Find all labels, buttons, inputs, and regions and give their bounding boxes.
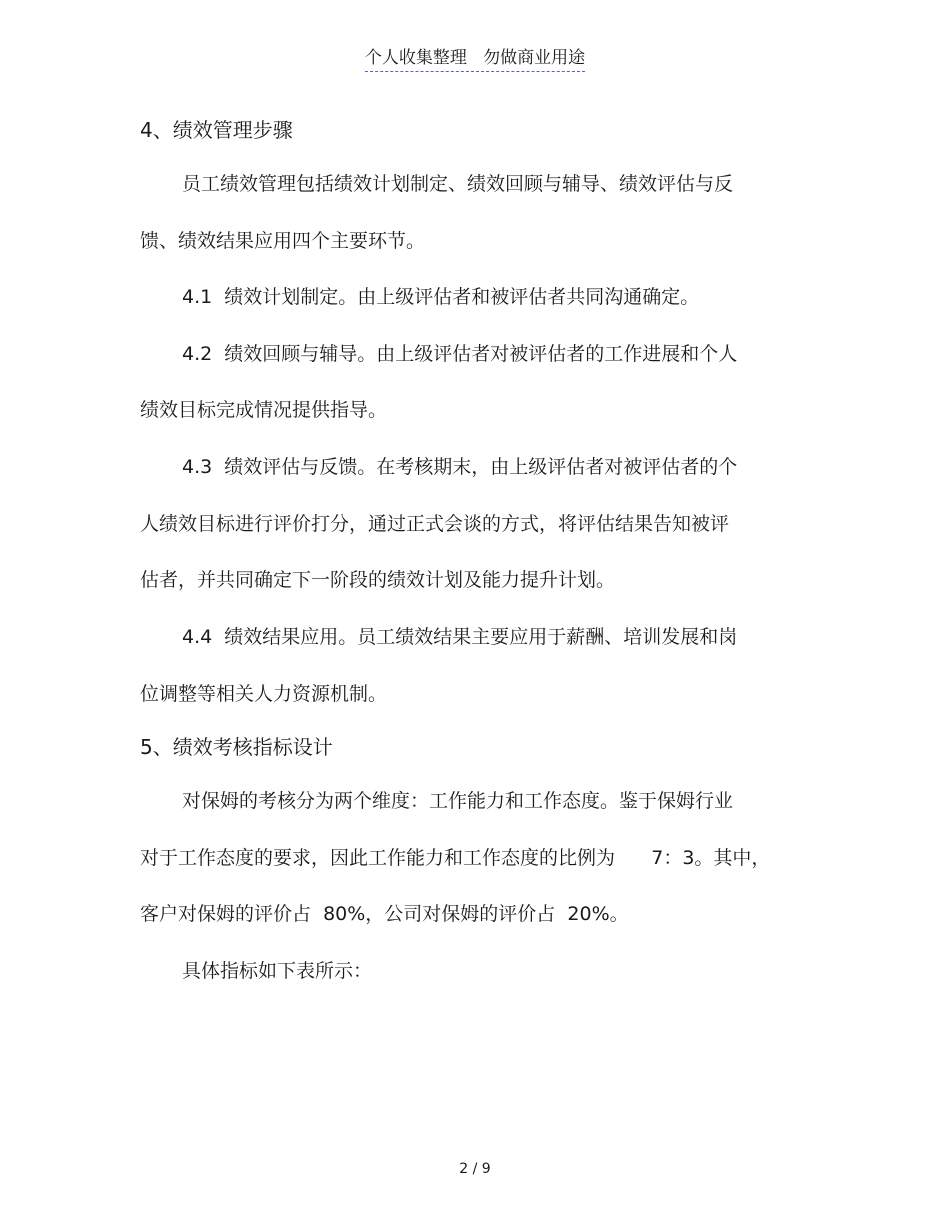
page-number: 2 / 9 <box>459 1161 491 1177</box>
item-4-3-line-1: 4.3 绩效评估与反馈。在考核期末，由上级评估者对被评估者的个 <box>182 456 738 478</box>
item-4-3-line-2: 人绩效目标进行评价打分，通过正式会谈的方式，将评估结果告知被评 <box>140 513 730 535</box>
intro-line-2: 馈、绩效结果应用四个主要环节。 <box>140 230 426 252</box>
header-note: 个人收集整理 勿做商业用途 <box>365 46 585 72</box>
intro-line-1: 员工绩效管理包括绩效计划制定、绩效回顾与辅导、绩效评估与反 <box>182 173 734 195</box>
page-header <box>0 46 950 72</box>
section-5-heading: 5、绩效考核指标设计 <box>140 735 333 759</box>
section-4-heading: 4、绩效管理步骤 <box>140 118 293 142</box>
item-4-4-line-2: 位调整等相关人力资源机制。 <box>140 683 388 705</box>
item-4-2-line-2: 绩效目标完成情况提供指导。 <box>140 399 388 421</box>
para-5-line-3: 客户对保姆的评价占 80%，公司对保姆的评价占 20%。 <box>140 903 629 925</box>
item-4-1-line-1: 4.1 绩效计划制定。由上级评估者和被评估者共同沟通确定。 <box>182 286 700 308</box>
item-4-4-line-1: 4.4 绩效结果应用。员工绩效结果主要应用于薪酬、培训发展和岗 <box>182 626 738 648</box>
table-intro: 具体指标如下表所示： <box>182 960 373 982</box>
item-4-2-line-1: 4.2 绩效回顾与辅导。由上级评估者对被评估者的工作进展和个人 <box>182 343 738 365</box>
item-4-3-line-3: 估者，并共同确定下一阶段的绩效计划及能力提升计划。 <box>140 569 616 591</box>
para-5-line-1: 对保姆的考核分为两个维度：工作能力和工作态度。鉴于保姆行业 <box>182 790 734 812</box>
para-5-line-2: 对于工作态度的要求，因此工作能力和工作态度的比例为 7：3。其中， <box>140 847 771 869</box>
